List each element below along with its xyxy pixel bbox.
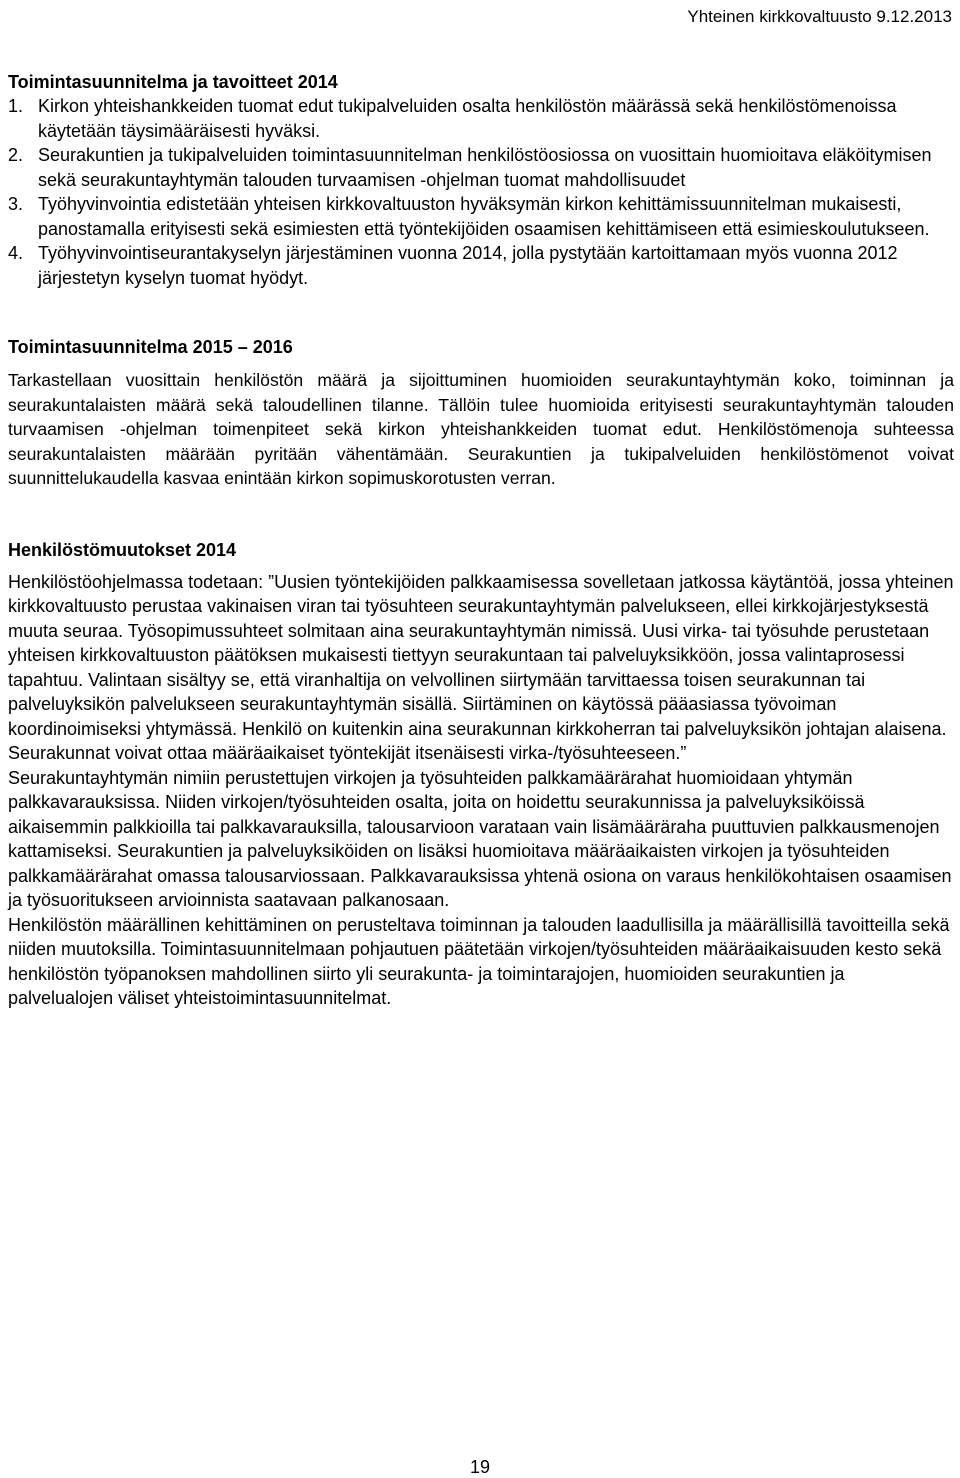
list-item-text: Kirkon yhteishankkeiden tuomat edut tukipalveluiden osalta henkilöstön määrässä sekä henkilöstömenoissa käytetään täysimääräisesti hyväksi. <box>38 96 897 141</box>
paragraph: Henkilöstön määrällinen kehittäminen on perusteltava toiminnan ja talouden laadullisilla ja määrällisillä tavoitteilla sekä niiden muutoksilla. Toimintasuunnitelmaan pohjautuen päätetään virkojen/työsuhteiden määräaikaisuuden kesto sekä henkilöstön työpanoksen mahdollinen siirto yli seurakunta- ja toimintarajojen, huomioiden seurakuntien ja palvelualojen väliset yhteistoimintasuunnitelmat. <box>8 914 950 1008</box>
list-item-number: 3. <box>8 194 24 214</box>
page-number: 19 <box>469 1457 491 1477</box>
section-heading: Henkilöstömuutokset 2014 <box>8 539 237 560</box>
list-item-number: 1. <box>8 96 24 116</box>
section-staff-changes-2014 <box>8 538 954 1011</box>
list-item <box>8 94 954 143</box>
list-item <box>8 241 954 290</box>
running-header: Yhteinen kirkkovaltuusto 9.12.2013 <box>687 7 952 26</box>
list-item-text: Seurakuntien ja tukipalveluiden toimintasuunnitelman henkilöstöosiossa on vuosittain huomioitava eläköitymisen sekä seurakuntayhtymän talouden turvaamisen -ohjelman tuomat mahdollisuudet <box>38 145 932 190</box>
list-item-text: Työhyvinvointia edistetään yhteisen kirkkovaltuuston hyväksymän kirkon kehittämissuunnitelman mukaisesti, panostamalla erityisesti sekä esimiesten että työntekijöiden osaamisen kehittämiseen että esimieskoulutukseen. <box>38 194 930 239</box>
section-goals-2014 <box>8 70 954 290</box>
goals-list <box>8 94 954 290</box>
list-item-number: 4. <box>8 243 24 263</box>
paragraph: Seurakuntayhtymän nimiin perustettujen virkojen ja työsuhteiden palkkamäärärahat huomioidaan yhtymän palkkavarauksissa. Niiden virkojen/työsuhteiden osalta, joita on hoidettu seurakunnissa ja palveluyksiköissä aikaisemmin palkkioilla tai palkkavarauksilla, talousarvioon varataan vain lisämääräraha puuttuvien palkkausmenojen kattamiseksi. Seurakuntien ja palveluyksiköiden on lisäksi huomioitava määräaikaisten virkojen ja työsuhteiden palkkamäärärahat omassa talousarviossaan. Palkkavarauksissa yhtenä osiona on varaus henkilökohtaisen osaamisen ja työsuoritukseen arvioinnista saatavaan palkanosaan. <box>8 767 952 910</box>
section-heading: Toimintasuunnitelma ja tavoitteet 2014 <box>8 72 338 92</box>
section-plan-2015-2016 <box>8 335 954 491</box>
list-item <box>8 192 954 241</box>
list-item-number: 2. <box>8 145 24 165</box>
paragraph: Tarkastellaan vuosittain henkilöstön määrä ja sijoittuminen huomioiden seurakuntayhtymän koko, toiminnan ja seurakuntalaisten määrä sekä taloudellinen tilanne. Tällöin tulee huomioida erityisesti seurakuntayhtymän talouden turvaamisen -ohjelman toimenpiteet sekä kirkon yhteishankkeiden tuomat edut. Henkilöstömenoja suhteessa seurakuntalaisten määrään pyritään vähentämään. Seurakuntien ja tukipalveluiden henkilöstömenot voivat suunnittelukaudella kasvaa enintään kirkon sopimuskorotusten verran. <box>8 370 954 488</box>
paragraph: Henkilöstöohjelmassa todetaan: ”Uusien työntekijöiden palkkaamisessa sovelletaan jatkossa käytäntöä, jossa yhteinen kirkkovaltuusto perustaa vakinaisen viran tai työsuhteen seurakuntayhtymän palvelukseen, ellei kirkkojärjestyksestä muuta seuraa. Työsopimussuhteet solmitaan aina seurakuntayhtymän nimissä. Uusi virka- tai työsuhde perustetaan yhteisen kirkkovaltuuston päätöksen mukaisesti tiettyyn seurakuntaan tai palveluyksikköön, jossa valintaprosessi tapahtuu. Valintaan sisältyy se, että viranhaltija on velvollinen siirtymään tarvittaessa toisen seurakunnan tai palveluyksikön palvelukseen seurakuntayhtymän sisällä. Siirtäminen on käytössä pääasiassa työvoiman koordinoimiseksi yhtymässä. Henkilö on kuitenkin aina seurakunnan kirkkoherran tai palveluyksikön johtajan alaisena. Seurakunnat voivat ottaa määräaikaiset työntekijät itsenäisesti virka-/työsuhteeseen.” <box>8 571 954 763</box>
list-item <box>8 143 954 192</box>
section-heading: Toimintasuunnitelma 2015 – 2016 <box>8 337 293 357</box>
document-body <box>8 70 954 1011</box>
list-item-text: Työhyvinvointiseurantakyselyn järjestäminen vuonna 2014, jolla pystytään kartoittamaan myös vuonna 2012 järjestetyn kyselyn tuomat hyödyt. <box>38 243 898 288</box>
